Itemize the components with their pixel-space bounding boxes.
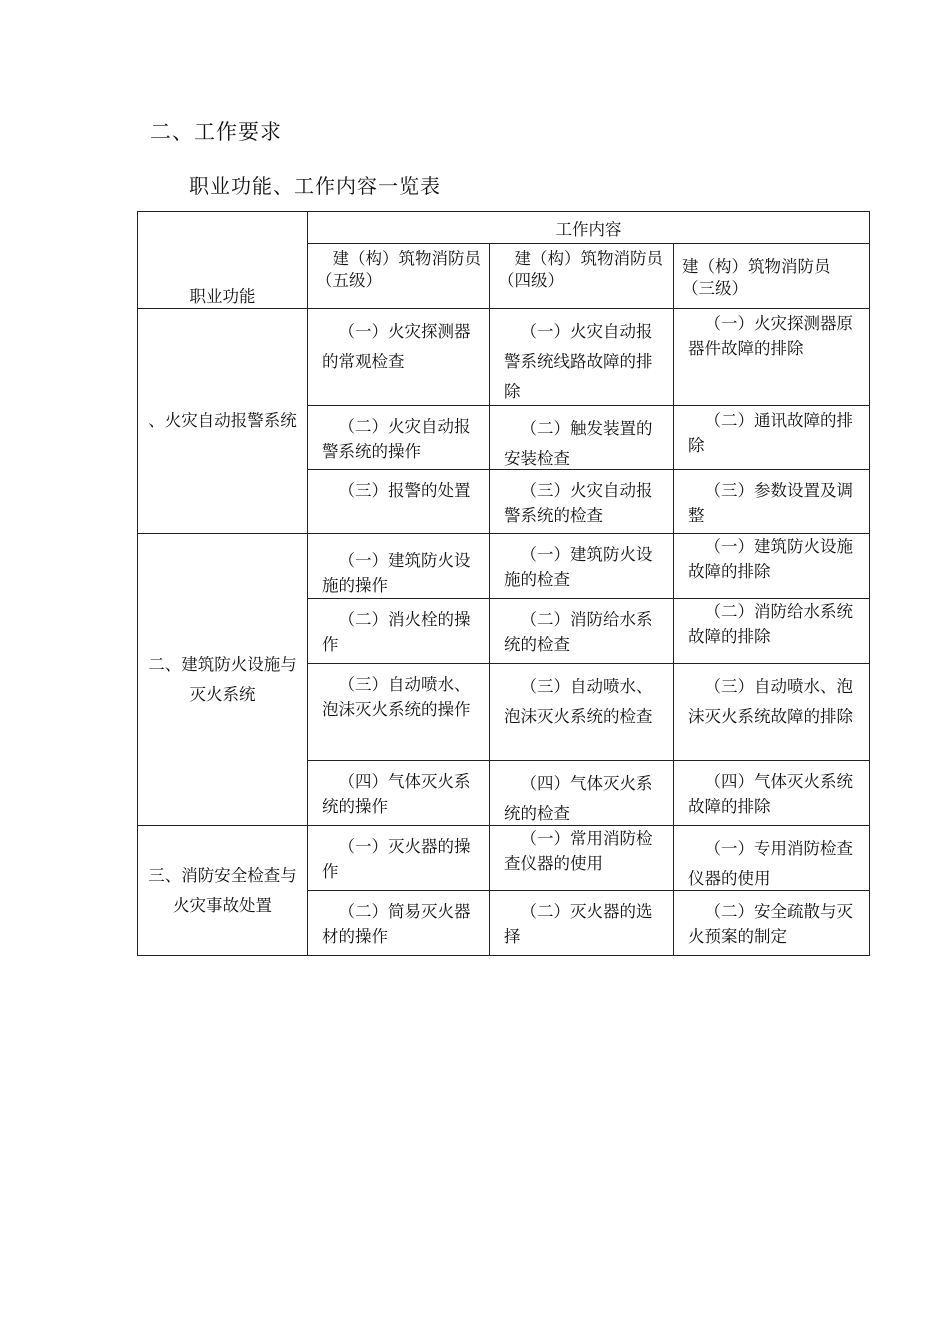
task-cell: （一）专用消防检查仪器的使用 [688, 839, 853, 888]
task-cell: （二）触发装置的安装检查 [504, 419, 653, 468]
task-cell: （一）火灾探测器原器件故障的排除 [688, 314, 853, 358]
level-header-4: 建（构）筑物消防员（四级） [490, 244, 674, 309]
content-header-cell [308, 212, 870, 244]
task-cell: （一）建筑防火设施的检查 [504, 545, 653, 589]
task-cell: （三）火灾自动报警系统的检查 [504, 481, 653, 525]
duty-table [137, 211, 870, 956]
task-cell: （二）消火栓的操作 [322, 610, 471, 654]
task-cell: （一）火灾自动报警系统线路故障的排除 [504, 322, 653, 401]
task-cell: （四）气体灭火系统的操作 [322, 772, 471, 816]
task-cell: （四）气体灭火系统的检查 [504, 774, 653, 823]
func-header-cell [138, 212, 308, 309]
task-cell: （一）灭火器的操作 [322, 837, 471, 881]
content-header: 工作内容 [555, 220, 622, 239]
task-cell: （三）报警的处置 [338, 481, 471, 500]
task-cell: （二）消防给水系统故障的排除 [688, 602, 853, 646]
task-cell: （四）气体灭火系统故障的排除 [688, 772, 853, 816]
task-cell: （一）火灾探测器的常观检查 [322, 322, 471, 371]
level-header-5: 建（构）筑物消防员（五级） [308, 244, 490, 309]
table-row [138, 826, 870, 891]
func-cell: 、火灾自动报警系统 [138, 309, 308, 534]
table-title: 职业功能、工作内容一览表 [189, 174, 441, 198]
task-cell: （二）简易灭火器材的操作 [322, 902, 471, 946]
level-header-3: 建（构）筑物消防员（三级） [674, 244, 870, 309]
task-cell: （一）建筑防火设施的操作 [322, 551, 471, 595]
task-cell: （二）消防给水系统的检查 [504, 610, 653, 654]
func-cell: 二、建筑防火设施与灭火系统 [138, 534, 308, 826]
task-cell: （一）建筑防火设施故障的排除 [688, 537, 853, 581]
task-cell: （三）自动喷水、泡沫灭火系统故障的排除 [688, 677, 853, 726]
func-cell: 三、消防安全检查与火灾事故处置 [138, 826, 308, 956]
task-cell: （二）安全疏散与灭火预案的制定 [688, 902, 853, 946]
task-cell: （三）自动喷水、泡沫灭火系统的操作 [322, 675, 471, 719]
table-row [138, 309, 870, 406]
task-cell: （二）通讯故障的排除 [688, 411, 853, 455]
table-row [138, 534, 870, 599]
task-cell: （三）自动喷水、泡沫灭火系统的检查 [504, 677, 653, 726]
task-cell: （一）常用消防检查仪器的使用 [504, 829, 653, 873]
func-header: 职业功能 [189, 287, 256, 306]
task-cell: （三）参数设置及调整 [688, 481, 853, 525]
task-cell: （二）火灾自动报警系统的操作 [322, 417, 471, 461]
section-heading: 二、工作要求 [150, 120, 282, 144]
task-cell: （二）灭火器的选择 [504, 902, 653, 946]
